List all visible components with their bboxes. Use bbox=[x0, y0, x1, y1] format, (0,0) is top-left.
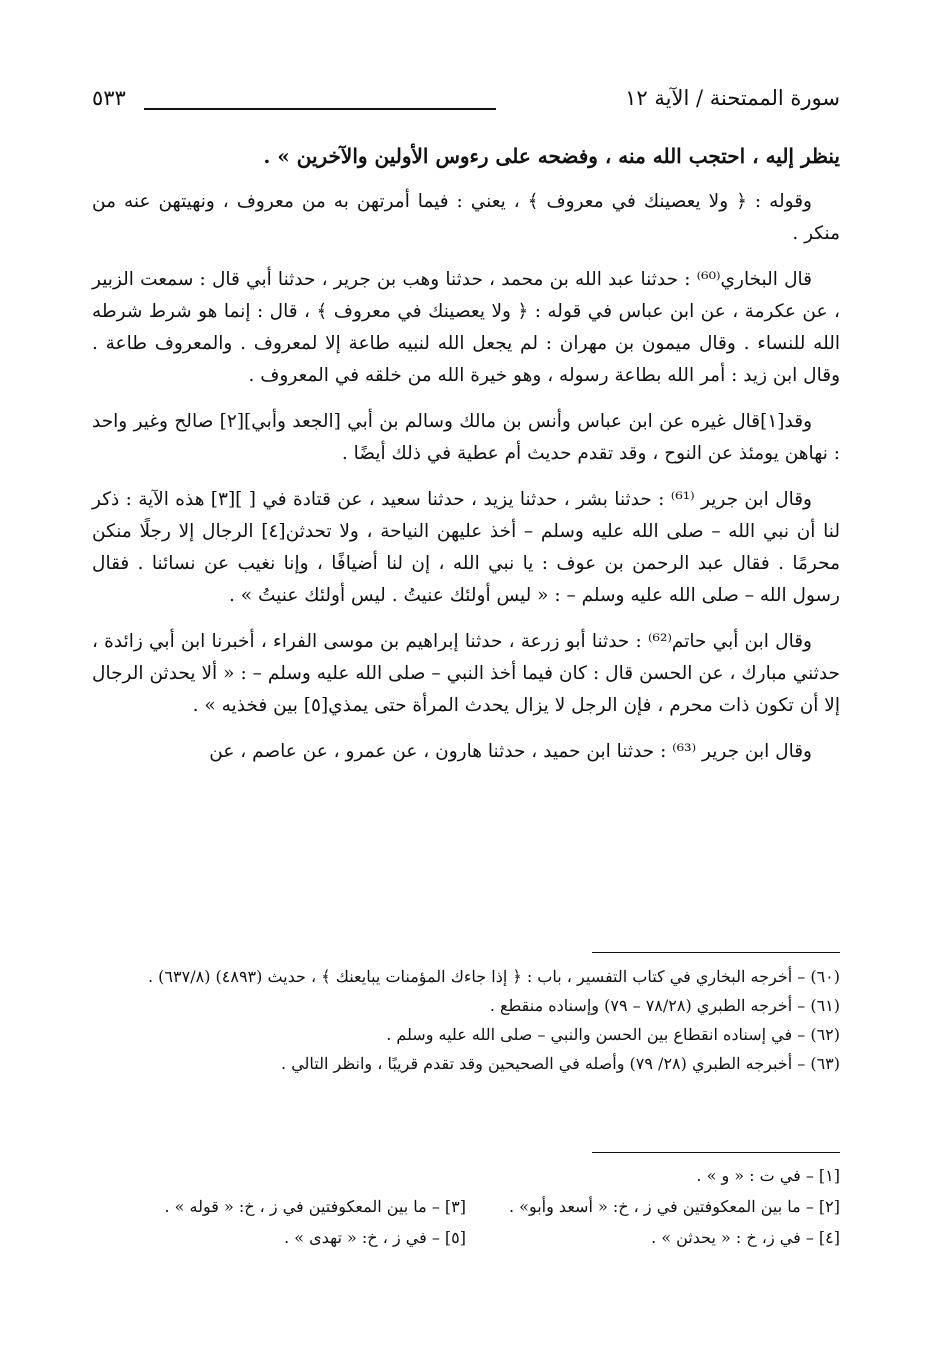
variant-note: [٣] – ما بين المعكوفتين في ز ، خ: « قوله » . bbox=[164, 1197, 466, 1216]
variant-row bbox=[92, 1160, 840, 1191]
variant-row bbox=[92, 1222, 840, 1253]
paragraph: ينظر إليه ، احتجب الله منه ، وفضحه على رءوس الأولين والآخرين » . bbox=[263, 144, 840, 168]
footnotes bbox=[92, 962, 840, 1078]
page-header bbox=[92, 86, 840, 126]
footnote: (٦٢) – في إسناده انقطاع بين الحسن والنبي – صلى الله عليه وسلم . bbox=[386, 1025, 840, 1044]
footnote: (٦١) – أخرجه الطبري (٧٨/٢٨ – ٧٩) وإسناده منقطع . bbox=[489, 996, 840, 1015]
footnote: (٦٠) – أخرجه البخاري في كتاب التفسير ، باب : ﴿ إذا جاءك المؤمنات يبايعنك ﴾ ، حديث (٤٨٩٣) (٦٣٧/٨) . bbox=[148, 967, 840, 986]
variants-rule bbox=[592, 1152, 840, 1153]
paragraph: وقوله : ﴿ ولا يعصينك في معروف ﴾ ، يعني : فيما أمرتهن به من معروف ، ونهيتهن عنه من منكر . bbox=[92, 191, 840, 244]
paragraph: وقال ابن أبي حاتم⁽⁶²⁾ : حدثنا أبو زرعة ، حدثنا إبراهيم بن موسى الفراء ، أخبرنا ابن أبي زائدة ، حدثني مبارك ، عن الحسن قال : كان فيما أخذ النبي – صلى الله عليه وسلم – : « ألا يحدثن الرجال إلا أن تكون ذات محرم ، فإن الرجل لا يزال يحدث المرأة حتى يمذي[٥] بين فخذيه » . bbox=[92, 631, 840, 716]
variant-note: [٢] – ما بين المعكوفتين في ز ، خ: « أسعد وأبو» . bbox=[508, 1197, 840, 1216]
footnote-rule bbox=[592, 952, 840, 953]
paragraph: وقال ابن جرير ⁽⁶³⁾ : حدثنا ابن حميد ، حدثنا هارون ، عن عمرو ، عن عاصم ، عن bbox=[209, 741, 812, 762]
header-rule bbox=[144, 108, 496, 110]
variant-note: [٥] – في ز ، خ: « تهدى » . bbox=[284, 1228, 466, 1247]
page-number: ٥٣٣ bbox=[92, 86, 126, 110]
paragraph: وقد[١]قال غيره عن ابن عباس وأنس بن مالك وسالم بن أبي [الجعد وأبي][٢] صالح وغير واحد : نهاهن يومئذ عن النوح ، وقد تقدم حديث أم عطية في ذلك أيضًا . bbox=[92, 411, 840, 464]
paragraph: قال البخاري⁽⁶⁰⁾ : حدثنا عبد الله بن محمد ، حدثنا وهب بن جرير ، حدثنا أبي قال : سمعت الزبير ، عن عكرمة ، عن ابن عباس في قوله : ﴿ ولا يعصينك في معروف ﴾ ، قال : إنما هو شرط شرطه الله للنساء . وقال ميمون بن مهران : لم يجعل الله لنبيه طاعة إلا لمعروف . والمعروف طاعة . وقال ابن زيد : أمر الله بطاعة رسوله ، وهو خيرة الله من خلقه في المعروف . bbox=[92, 269, 840, 386]
footnote: (٦٣) – أخبرجه الطبري (٢٨/ ٧٩) وأصله في الصحيحين وقد تقدم قريبًا ، وانظر التالي . bbox=[281, 1054, 840, 1073]
variant-note: [٤] – في ز، خ : « يحدثن » . bbox=[651, 1228, 840, 1247]
variant-note: [١] – في ت : « و » . bbox=[696, 1166, 840, 1185]
main-text bbox=[92, 140, 840, 782]
variant-row bbox=[92, 1191, 840, 1222]
variant-notes bbox=[92, 1160, 840, 1253]
paragraph: وقال ابن جرير ⁽⁶¹⁾ : حدثنا بشر ، حدثنا يزيد ، حدثنا سعيد ، عن قتادة في [ ][٣] هذه الآية : ذكر لنا أن نبي الله – صلى الله عليه وسلم – أخذ عليهن النياحة ، ولا تحدثن[٤] الرجال إلا رجلًا منكن محرمًا . فقال عبد الرحمن بن عوف : يا نبي الله ، إن لنا أضيافًا ، وإنا نغيب عن نسائنا . فقال رسول الله – صلى الله عليه وسلم – : « ليس أولئك عنيتُ . ليس أولئك عنيتُ » . bbox=[92, 489, 840, 606]
running-title: سورة الممتحنة / الآية ١٢ bbox=[625, 86, 840, 110]
